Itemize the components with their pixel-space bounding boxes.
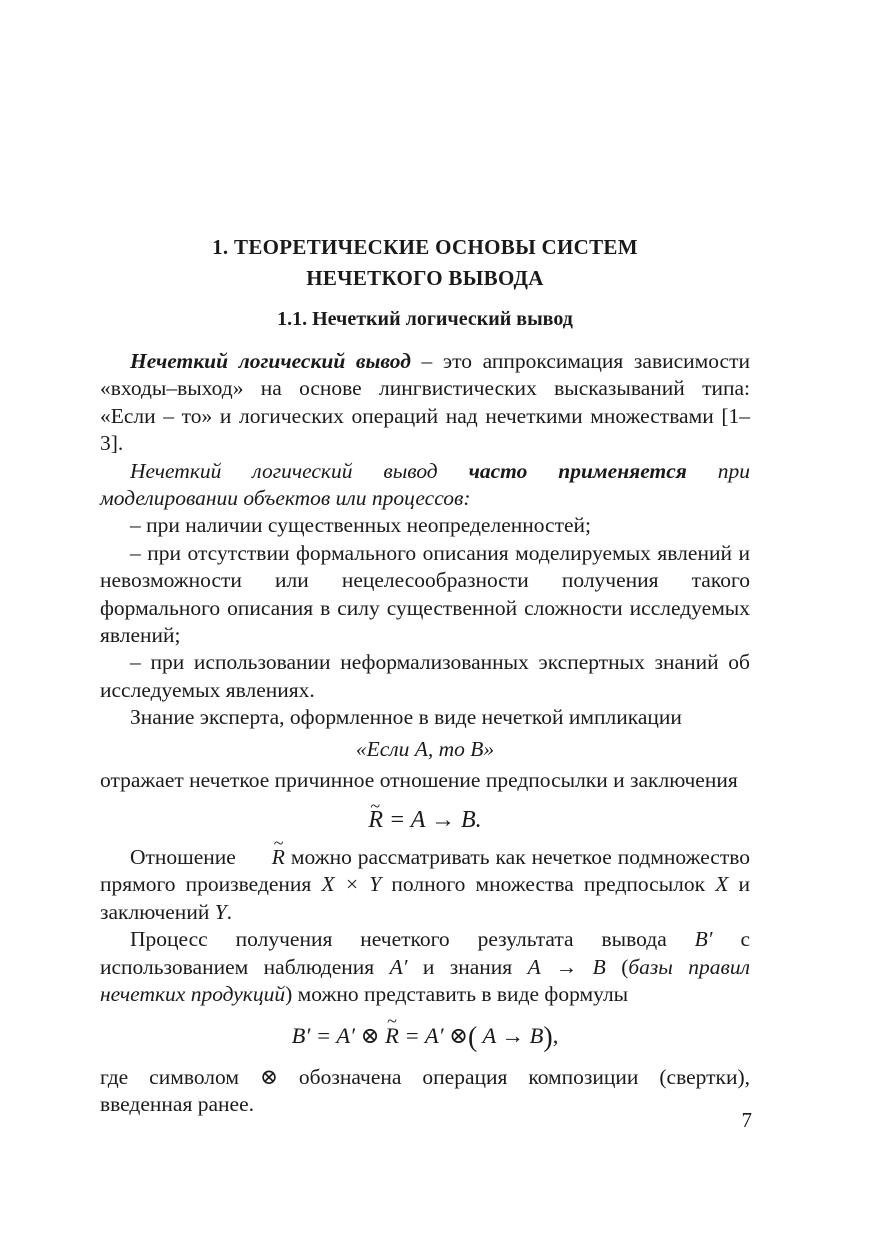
text-run: можно рассматривать как нечеткое подмножество прямого произведения: [100, 844, 750, 897]
open-paren: (: [468, 1022, 478, 1054]
applications-italic-2: при моделировании объектов или процессов:: [100, 458, 750, 511]
r-tilde-symbol: ~ R: [385, 1022, 399, 1049]
text-run: (: [605, 954, 629, 979]
text-run: и заключений: [100, 872, 750, 924]
list-item: – при отсутствии формального описания моделируемых явлений и невозможности или нецелесообразности получения такого формального описания в силу существенной сложности исследуемых явлений;: [100, 540, 750, 648]
paragraph-relation: отражает нечеткое причинное отношение предпосылки и заключения: [100, 768, 738, 793]
math-xy: X × Y: [321, 872, 382, 897]
paragraph-expert-knowledge: Знание эксперта, оформленное в виде нечеткой импликации: [130, 705, 682, 730]
formula-implication: «Если A, то B»: [355, 736, 495, 761]
r-tilde-inline: ~ R: [242, 844, 285, 871]
chapter-title-line-1: 1. ТЕОРЕТИЧЕСКИЕ ОСНОВЫ СИСТЕМ: [212, 235, 638, 259]
list-item: – при использовании неформализованных экспертных знаний об исследуемых явлениях.: [100, 650, 750, 702]
text-run: Отношение: [130, 844, 242, 869]
page-number: 7: [741, 1108, 752, 1132]
body-text: [100, 348, 750, 1119]
chapter-title: [100, 232, 750, 294]
r-tilde-symbol: ~ R: [368, 807, 383, 834]
formula-comma: ,: [552, 1023, 559, 1049]
math-y: Y: [214, 899, 227, 924]
chapter-title-line-2: НЕЧЕТКОГО ВЫВОДА: [306, 266, 544, 290]
formula-lhs: B′ = A′ ⊗: [291, 1023, 386, 1049]
formula-relation-rest: = A → B.: [383, 806, 482, 833]
formula-composition: [100, 1022, 750, 1054]
math-b-prime: B′: [694, 927, 713, 952]
text-run: Процесс получения нечеткого результата вывода: [130, 927, 695, 952]
text-run: .: [226, 899, 233, 924]
close-paren: ): [543, 1022, 553, 1054]
definition-text: – это аппроксимация зависимости «входы–выход» на основе лингвистических высказываний типа: «Если – то» и логических операций над нечеткими множествами [1–3].: [100, 349, 750, 456]
paragraph-relation-subset: [100, 844, 750, 926]
applications-italic-1: Нечеткий логический вывод: [130, 458, 469, 483]
math-x: X: [715, 872, 729, 897]
text-run: с использованием наблюдения: [100, 927, 750, 979]
formula-mid: = A′ ⊗: [398, 1023, 469, 1049]
math-a-to-b: A → B: [527, 954, 606, 979]
paragraph-composition-note: где символом ⊗ обозначена операция композиции (свертки), введенная ранее.: [100, 1064, 750, 1117]
text-run: ) можно представить в виде формулы: [285, 981, 629, 1006]
section-title: 1.1. Нечеткий логический вывод: [277, 308, 573, 330]
paragraph-applications: [100, 458, 750, 513]
paragraph-inference-process: [100, 926, 750, 1008]
text-run: полного множества предпосылок: [381, 872, 716, 897]
paragraph-definition: [100, 348, 750, 458]
math-a-prime: A′: [389, 954, 408, 979]
formula-inner: A → B: [477, 1023, 544, 1049]
defined-term: Нечеткий логический вывод: [130, 349, 411, 373]
formula-relation: [100, 807, 750, 834]
text-run: и знания: [407, 954, 528, 979]
rule-base-term: базы правил нечетких продукций: [100, 954, 750, 1006]
applications-emphasis: часто применяется: [468, 458, 687, 483]
list-item: – при наличии существенных неопределенностей;: [130, 513, 591, 538]
